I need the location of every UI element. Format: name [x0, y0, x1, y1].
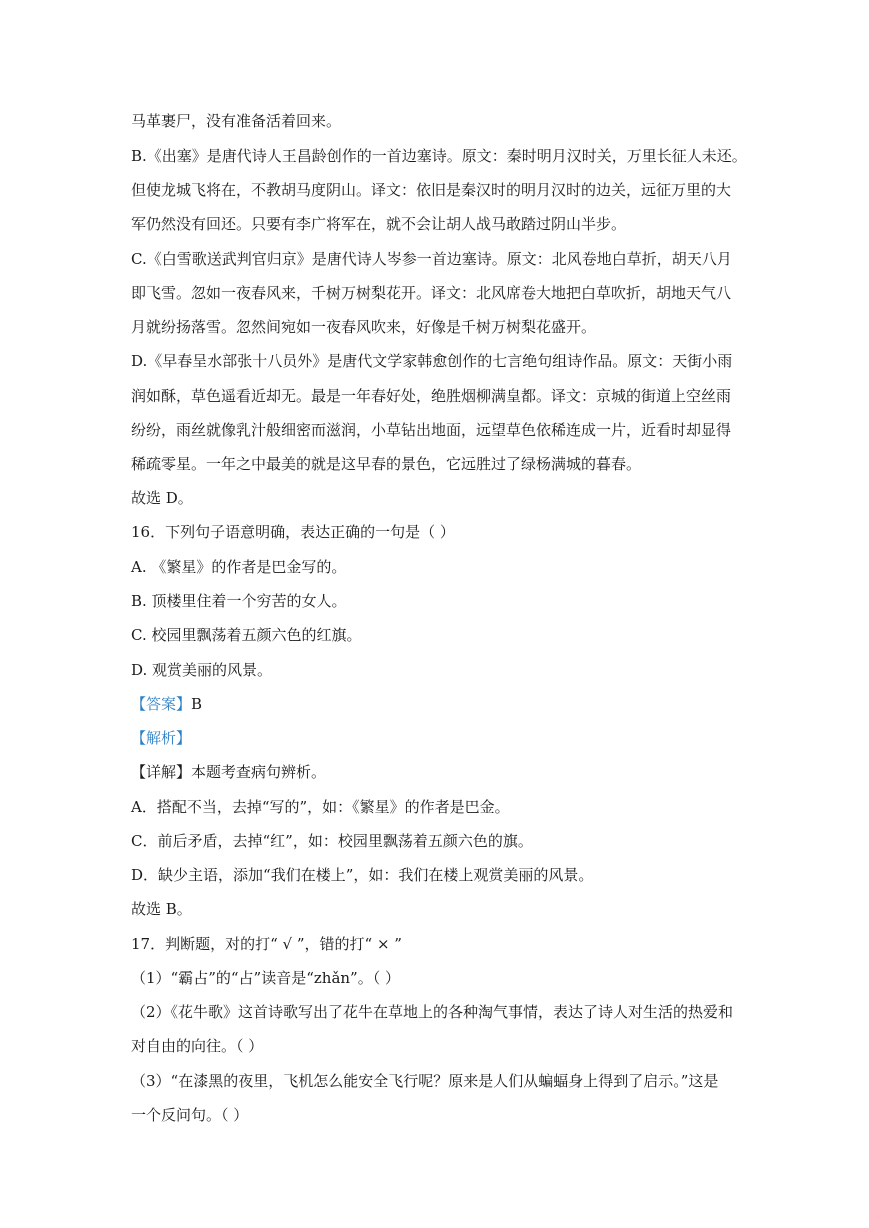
text-line: C.《白雪歌送武判官归京》是唐代诗人岑参一首边塞诗。原文：北风卷地白草折，胡天八月 [131, 250, 732, 268]
text-line: 马革裹尸，没有准备活着回来。 [131, 112, 342, 130]
question-17-stem: 17．判断题，对的打“ √ ”，错的打“ × ” [131, 935, 402, 953]
question-16-stem: 16．下列句子语意明确，表达正确的一句是（ ） [131, 523, 455, 541]
question-17-item-3-cont: 一个反问句。（ ） [131, 1106, 249, 1124]
answer-line [131, 694, 202, 714]
text-line: 纷纷，雨丝就像乳汁般细密而滋润，小草钻出地面，远望草色依稀连成一片，近看时却显得 [131, 421, 732, 439]
text-line: D.《早春呈水部张十八员外》是唐代文学家韩愈创作的七言绝句组诗作品。原文：天街小雨 [131, 352, 733, 370]
answer-tag: 【答案】 [131, 695, 192, 713]
text-line: 但使龙城飞将在，不教胡马度阴山。译文：依旧是秦汉时的明月汉时的边关，远征万里的大 [131, 181, 732, 199]
question-17-item-2: （2）《花牛歌》这首诗歌写出了花牛在草地上的各种淘气事情，表达了诗人对生活的热爱和 [131, 1003, 734, 1021]
question-16-option-a: A. 《繁星》的作者是巴金写的。 [131, 558, 347, 576]
text-line: 润如酥，草色遥看近却无。最是一年春好处，绝胜烟柳满皇都。译文：京城的街道上空丝雨 [131, 387, 732, 405]
explanation-a: A．搭配不当，去掉“写的”，如：《繁星》的作者是巴金。 [131, 798, 510, 816]
question-16-option-c: C. 校园里飘荡着五颜六色的红旗。 [131, 626, 362, 644]
explanation-d: D．缺少主语，添加“我们在楼上”，如：我们在楼上观赏美丽的风景。 [131, 866, 594, 884]
text-line: 月就纷扬落雪。忽然间宛如一夜春风吹来，好像是千树万树梨花盛开。 [131, 318, 597, 336]
text-line: 即飞雪。忽如一夜春风来，千树万树梨花开。译文：北风席卷大地把白草吹折，胡地天气八 [131, 284, 732, 302]
explanation-c: C．前后矛盾，去掉“红”，如：校园里飘荡着五颜六色的旗。 [131, 832, 533, 850]
conclusion-line: 故选 B。 [131, 900, 192, 918]
text-line: 稀疏零星。一年之中最美的就是这早春的景色，它远胜过了绿杨满城的暮春。 [131, 455, 642, 473]
text-line: B.《出塞》是唐代诗人王昌龄创作的一首边塞诗。原文：秦时明月汉时关，万里长征人未还。 [131, 147, 747, 165]
conclusion-line: 故选 D。 [131, 489, 193, 507]
detail-line: 【详解】本题考查病句辨析。 [131, 763, 327, 781]
question-17-item-2-cont: 对自由的向往。（ ） [131, 1037, 264, 1055]
text-line: 军仍然没有回还。只要有李广将军在，就不会让胡人战马敢踏过阴山半步。 [131, 215, 627, 233]
question-16-option-d: D. 观赏美丽的风景。 [131, 661, 273, 679]
question-17-item-1: （1）“霸占”的“占”读音是“zhǎn”。（ ） [131, 969, 400, 987]
question-16-option-b: B. 顶楼里住着一个穷苦的女人。 [131, 592, 347, 610]
question-17-item-3: （3）“在漆黑的夜里，飞机怎么能安全飞行呢？原来是人们从蝙蝠身上得到了启示。”这是 [131, 1072, 719, 1090]
analysis-line [131, 728, 191, 748]
answer-value: B [191, 695, 203, 713]
analysis-tag: 【解析】 [131, 729, 192, 747]
